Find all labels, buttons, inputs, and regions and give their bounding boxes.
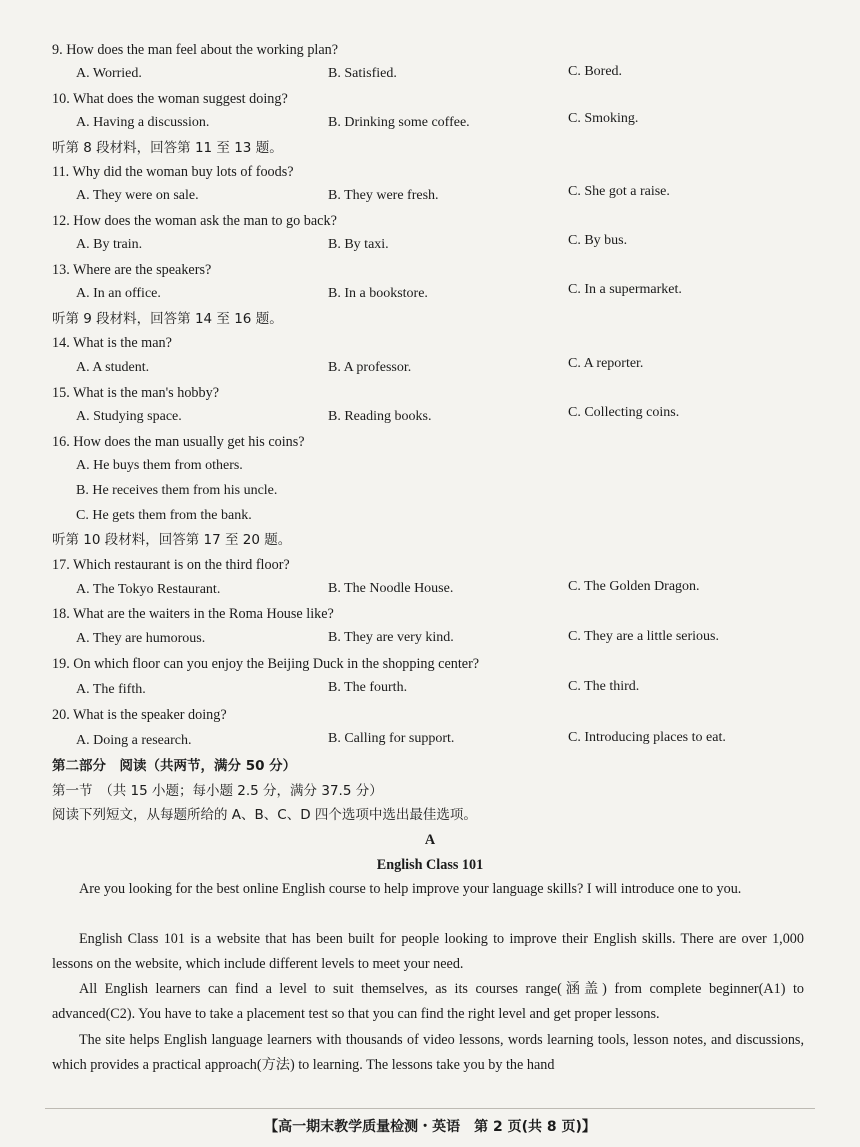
q9-option-c: C. Bored. [568,64,623,79]
question-14: 14. What is the man? [52,335,172,351]
section-heading-9: 听第 9 段材料，回答第 14 至 16 题。 [52,311,283,327]
section-heading-8: 听第 8 段材料，回答第 11 至 13 题。 [52,140,283,156]
question-9: 9. How does the man feel about the working plan? [52,42,339,58]
q12-option-c: C. By bus. [568,233,628,248]
question-18: 18. What are the waiters in the Roma House like? [52,606,334,622]
paragraph-1-text: Are you looking for the best online English course to help improve your language skills? I will introduce one to you. [79,881,742,897]
q17-option-a: A. The Tokyo Restaurant. [76,582,221,597]
q20-option-a: A. Doing a research. [76,733,192,748]
q11-option-c: C. She got a raise. [568,184,670,199]
q11-option-b: B. They were fresh. [328,188,439,203]
section-heading-10: 听第 10 段材料，回答第 17 至 20 题。 [52,532,292,548]
passage-paragraph-1 [52,877,804,902]
q20-option-c: C. Introducing places to eat. [568,730,726,745]
q12-option-b: B. By taxi. [328,237,389,252]
paragraph-2-text: English Class 101 is a website that has been built for people looking to improve their English skills. There are over 1,000 lessons on the website, which include different levels to meet your need. [52,931,804,972]
part2-instruction: 阅读下列短文，从每题所给的 A、B、C、D 四个选项中选出最佳选项。 [52,807,477,823]
question-13: 13. Where are the speakers? [52,262,212,278]
q10-option-c: C. Smoking. [568,111,639,126]
paragraph-3-text: All English learners can find a level to suit themselves, as its courses range(涵盖) from complete beginner(A1) to advanced(C2). You have to take a placement test so that you can find the right level and get proper lessons. [52,981,804,1022]
question-11: 11. Why did the woman buy lots of foods? [52,164,294,180]
q14-option-a: A. A student. [76,360,150,375]
q12-option-a: A. By train. [76,237,143,252]
q15-option-b: B. Reading books. [328,409,432,424]
q10-option-a: A. Having a discussion. [76,115,210,130]
question-16: 16. How does the man usually get his coins? [52,434,305,450]
q18-option-b: B. They are very kind. [328,630,454,645]
q20-option-b: B. Calling for support. [328,731,455,746]
q15-option-a: A. Studying space. [76,409,182,424]
part2-section1: 第一节 （共 15 小题；每小题 2.5 分，满分 37.5 分） [52,783,383,799]
q19-option-c: C. The third. [568,679,640,694]
question-17: 17. Which restaurant is on the third floor? [52,557,290,573]
question-10: 10. What does the woman suggest doing? [52,91,288,107]
part2-title: 第二部分 阅读（共两节，满分 50 分） [52,758,297,774]
q17-option-b: B. The Noodle House. [328,581,454,596]
q17-option-c: C. The Golden Dragon. [568,579,700,594]
footer-divider [45,1108,815,1109]
passage-paragraph-4 [52,1028,804,1078]
q14-option-b: B. A professor. [328,360,412,375]
q18-option-a: A. They are humorous. [76,631,206,646]
q11-option-a: A. They were on sale. [76,188,199,203]
q9-option-a: A. Worried. [76,66,142,81]
passage-title: English Class 101 [376,857,484,873]
q18-option-c: C. They are a little serious. [568,629,719,644]
q13-option-a: A. In an office. [76,286,161,301]
q19-option-a: A. The fifth. [76,682,146,697]
q10-option-b: B. Drinking some coffee. [328,115,470,130]
q16-option-c: C. He gets them from the bank. [76,508,252,523]
q13-option-c: C. In a supermarket. [568,282,682,297]
paragraph-4-text: The site helps English language learners with thousands of video lessons, words learning tools, lesson notes, and discussions, which provides a practical approach(方法) to learning. The lessons take you by the hand [52,1032,804,1073]
question-19: 19. On which floor can you enjoy the Beijing Duck in the shopping center? [52,656,480,672]
passage-paragraph-3 [52,977,804,1027]
q16-option-a: A. He buys them from others. [76,458,243,473]
q9-option-b: B. Satisfied. [328,66,397,81]
q15-option-c: C. Collecting coins. [568,405,680,420]
question-15: 15. What is the man's hobby? [52,385,220,401]
question-20: 20. What is the speaker doing? [52,707,227,723]
q14-option-c: C. A reporter. [568,356,644,371]
q19-option-b: B. The fourth. [328,680,408,695]
passage-paragraph-2 [52,927,804,977]
passage-letter: A [424,832,436,848]
question-12: 12. How does the woman ask the man to go back? [52,213,337,229]
q13-option-b: B. In a bookstore. [328,286,428,301]
q16-option-b: B. He receives them from his uncle. [76,483,278,498]
page-footer: 【高一期末教学质量检测・英语 第 2 页(共 8 页)】 [264,1119,596,1135]
